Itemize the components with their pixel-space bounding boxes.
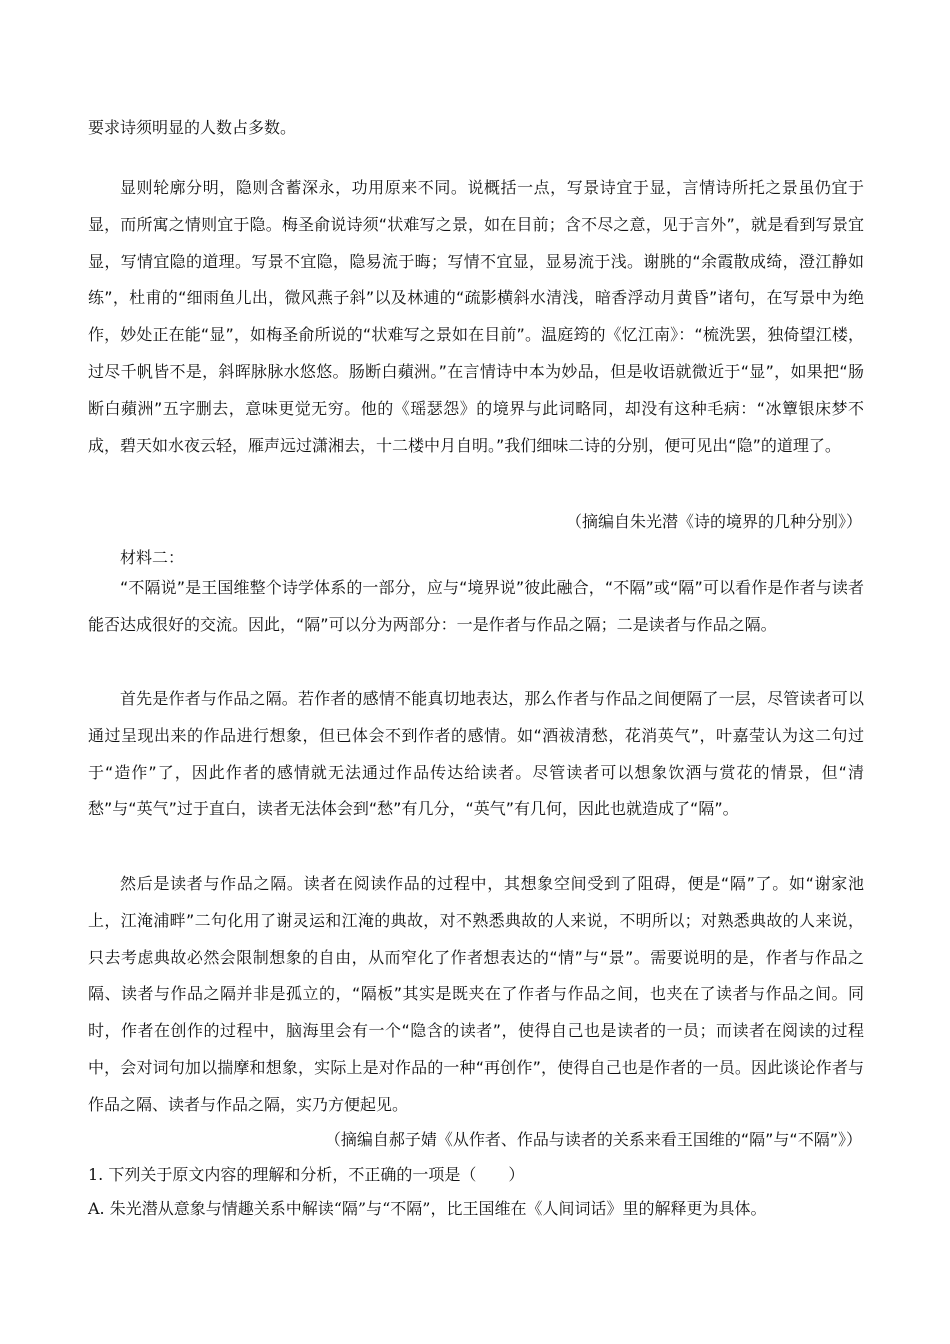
paragraph-intro: 要求诗须明显的人数占多数。 [88,118,297,137]
paragraph-reader-work-gap: 然后是读者与作品之隔。读者在阅读作品的过程中，其想象空间受到了阻碍，便是“隔”了。如“谢家池上，江淹浦畔”二句化用了谢灵运和江淹的典故，对不熟悉典故的人来说，不明所以；对熟悉典故的人来说，只去考虑典故必然会限制想象的自由，从而窄化了作者想表达的“情”与“景”。需要说明的是，作者与作品之隔、读者与作品之隔并非是孤立的，“隔板”其实是既夹在了作者与作品之间，也夹在了读者与作品之间。同时，作者在创作的过程中，脑海里会有一个“隐含的读者”，使得自己也是读者的一员；而读者在阅读的过程中，会对词句加以揣摩和想象，实际上是对作品的一种“再创作”，使得自己也是作者的一员。因此谈论作者与作品之隔、读者与作品之隔，实乃方便起见。 [88,874,864,1114]
source-citation-one: （摘编自朱光潜《诗的境界的几种分别》） [565,512,862,531]
paragraph-author-work-gap: 首先是作者与作品之隔。若作者的感情不能真切地表达，那么作者与作品之间便隔了一层，尽管读者可以通过呈现出来的作品进行想象，但已体会不到作者的感情。如“酒祓清愁，花消英气”，叶嘉莹认为这二句过于“造作”了，因此作者的感情就无法通过作品传达给读者。尽管读者可以想象饮酒与赏花的情景，但“清愁”与“英气”过于直白，读者无法体会到“愁”有几分，“英气”有几何，因此也就造成了“隔”。 [88,689,864,819]
source-citation-two: （摘编自郝子婧《从作者、作品与读者的关系来看王国维的“隔”与“不隔”》） [324,1130,862,1149]
paragraph-material-two-intro: “不隔说”是王国维整个诗学体系的一部分，应与“境界说”彼此融合，“不隔”或“隔”可以看作是作者与读者能否达成很好的交流。因此，“隔”可以分为两部分：一是作者与作品之隔；二是读者与作品之隔。 [88,578,864,634]
paragraph-material-one: 显则轮廓分明，隐则含蓄深永，功用原来不同。说概括一点，写景诗宜于显，言情诗所托之景虽仍宜于显，而所寓之情则宜于隐。梅圣俞说诗须“状难写之景，如在目前；含不尽之意，见于言外”，就是看到写景宜显，写情宜隐的道理。写景不宜隐，隐易流于晦；写情不宜显，显易流于浅。谢朓的“余霞散成绮，澄江静如练”，杜甫的“细雨鱼儿出，微风燕子斜”以及林逋的“疏影横斜水清浅，暗香浮动月黄昏”诸句，在写景中为绝作，妙处正在能“显”，如梅圣俞所说的“状难写之景如在目前”。温庭筠的《忆江南》：“梳洗罢，独倚望江楼，过尽千帆皆不是，斜晖脉脉水悠悠。肠断白蘋洲。”在言情诗中本为妙品，但是收语就微近于“显”，如果把“肠断白蘋洲”五字删去，意味更觉无穷。他的《瑶瑟怨》的境界与此词略同，却没有这种毛病：“冰簟银床梦不成，碧天如水夜云轻，雁声远过潇湘去，十二楼中月自明。”我们细味二诗的分别，便可见出“隐”的道理了。 [88,178,864,455]
question-stem: 1. 下列关于原文内容的理解和分析，不正确的一项是（ ） [88,1165,525,1184]
question-option-a[interactable]: A. 朱光潜从意象与情趣关系中解读“隔”与“不隔”，比王国维在《人间词话》里的解释更为具体。 [88,1199,767,1218]
material-two-label: 材料二： [120,548,185,567]
